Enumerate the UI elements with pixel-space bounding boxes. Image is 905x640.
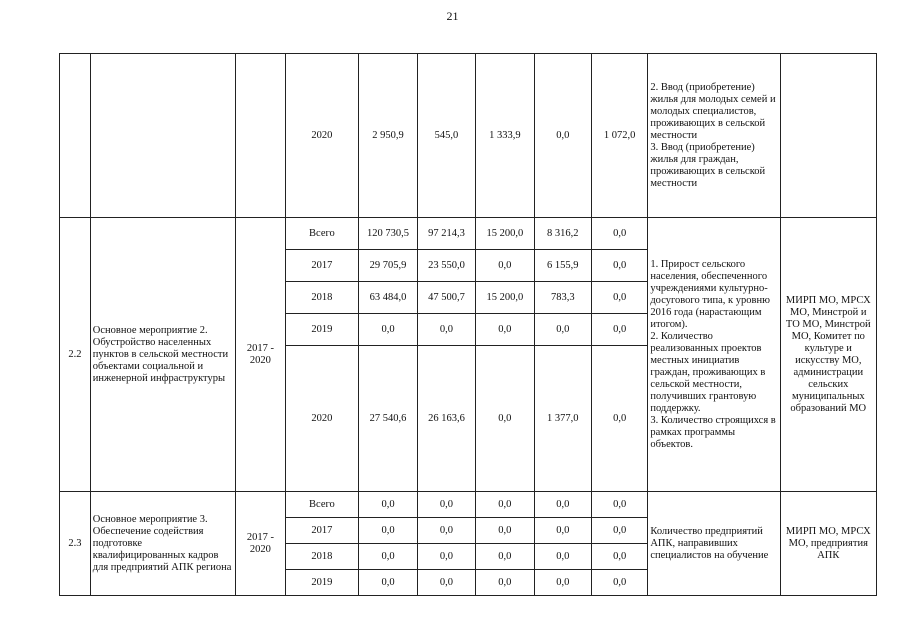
cell-value: 0,0 (359, 570, 417, 596)
section-name: Основное мероприятие 3. Обеспечение содействия подготовке квалифицированных кадров для предприятий АПК региона (90, 492, 236, 596)
table-row (60, 492, 877, 518)
table-row (60, 218, 877, 250)
cell-value: 0,0 (591, 518, 647, 544)
cell-year: Всего (285, 218, 359, 250)
section-indicators: Количество предприятий АПК, направивших специалистов на обучение (648, 492, 780, 596)
cell-value: 2 950,9 (359, 54, 417, 218)
cell-year: 2020 (285, 346, 359, 492)
cell-year: 2020 (285, 54, 359, 218)
cell-responsible (780, 54, 876, 218)
cell-value: 783,3 (534, 282, 591, 314)
cell-value: 0,0 (359, 518, 417, 544)
section-period: 2017 - 2020 (236, 218, 285, 492)
cell-value: 0,0 (417, 314, 475, 346)
cell-year: 2017 (285, 518, 359, 544)
cell-value: 0,0 (534, 54, 591, 218)
cell-value: 0,0 (476, 518, 534, 544)
cell-value: 0,0 (534, 492, 591, 518)
cell-year: 2018 (285, 282, 359, 314)
cell-value: 0,0 (591, 314, 647, 346)
cell-indicators: 2. Ввод (приобретение) жилья для молодых семей и молодых специалистов, проживающих в сельской местности 3. Ввод (приобретение) жилья для граждан, проживающих в сельской местности (648, 54, 780, 218)
cell-value: 0,0 (534, 570, 591, 596)
cell-year: 2018 (285, 544, 359, 570)
cell-value: 15 200,0 (476, 282, 534, 314)
cell-value: 0,0 (359, 492, 417, 518)
cell-value: 0,0 (591, 218, 647, 250)
cell-value: 0,0 (476, 314, 534, 346)
section-responsible: МИРП МО, МРСХ МО, предприятия АПК (780, 492, 876, 596)
cell-value: 47 500,7 (417, 282, 475, 314)
cell-value: 0,0 (591, 250, 647, 282)
cell-value: 0,0 (534, 518, 591, 544)
cell-value: 0,0 (476, 492, 534, 518)
cell-value: 0,0 (476, 544, 534, 570)
cell-value: 0,0 (359, 544, 417, 570)
cell-value: 0,0 (359, 314, 417, 346)
cell-value: 0,0 (591, 570, 647, 596)
cell-value: 1 333,9 (476, 54, 534, 218)
cell-value: 0,0 (476, 570, 534, 596)
section-responsible: МИРП МО, МРСХ МО, Минстрой и ТО МО, Минстрой МО, Комитет по культуре и искусству МО, администрации сельских муниципальных образований МО (780, 218, 876, 492)
cell-value: 0,0 (591, 492, 647, 518)
cell-period (236, 54, 285, 218)
cell-value: 23 550,0 (417, 250, 475, 282)
cell-value: 0,0 (417, 492, 475, 518)
cell-value: 545,0 (417, 54, 475, 218)
cell-value: 26 163,6 (417, 346, 475, 492)
cell-year: 2017 (285, 250, 359, 282)
section-number: 2.3 (60, 492, 91, 596)
cell-value: 0,0 (591, 544, 647, 570)
cell-value: 8 316,2 (534, 218, 591, 250)
cell-value: 29 705,9 (359, 250, 417, 282)
page-number: 21 (446, 9, 459, 23)
cell-value: 120 730,5 (359, 218, 417, 250)
cell-value: 15 200,0 (476, 218, 534, 250)
cell-value: 0,0 (534, 544, 591, 570)
cell-value: 0,0 (534, 314, 591, 346)
cell-value: 0,0 (591, 282, 647, 314)
section-number: 2.2 (60, 218, 91, 492)
cell-value: 27 540,6 (359, 346, 417, 492)
cell-value: 0,0 (476, 250, 534, 282)
cell-value: 1 377,0 (534, 346, 591, 492)
cell-year: 2019 (285, 314, 359, 346)
cell-value: 6 155,9 (534, 250, 591, 282)
cell-name (90, 54, 236, 218)
cell-value: 1 072,0 (591, 54, 647, 218)
cell-value: 0,0 (591, 346, 647, 492)
cell-value: 97 214,3 (417, 218, 475, 250)
section-name: Основное мероприятие 2. Обустройство населенных пунктов в сельской местности объектами социальной и инженерной инфраструктуры (90, 218, 236, 492)
cell-value: 0,0 (417, 518, 475, 544)
cell-value: 0,0 (417, 544, 475, 570)
section-period: 2017 - 2020 (236, 492, 285, 596)
cell-value: 63 484,0 (359, 282, 417, 314)
table-row (60, 54, 877, 218)
cell-year: 2019 (285, 570, 359, 596)
program-activities-table (59, 53, 877, 596)
section-indicators: 1. Прирост сельского населения, обеспеченного учреждениями культурно-досугового типа, к уровню 2016 года (нарастающим итогом). 2. Количество реализованных проектов местных инициатив граждан, проживающих в сельской местности, получивших грантовую поддержку. 3. Количество строящихся в рамках программы объектов. (648, 218, 780, 492)
cell-value: 0,0 (417, 570, 475, 596)
cell-year: Всего (285, 492, 359, 518)
cell-value: 0,0 (476, 346, 534, 492)
cell-number (60, 54, 91, 218)
